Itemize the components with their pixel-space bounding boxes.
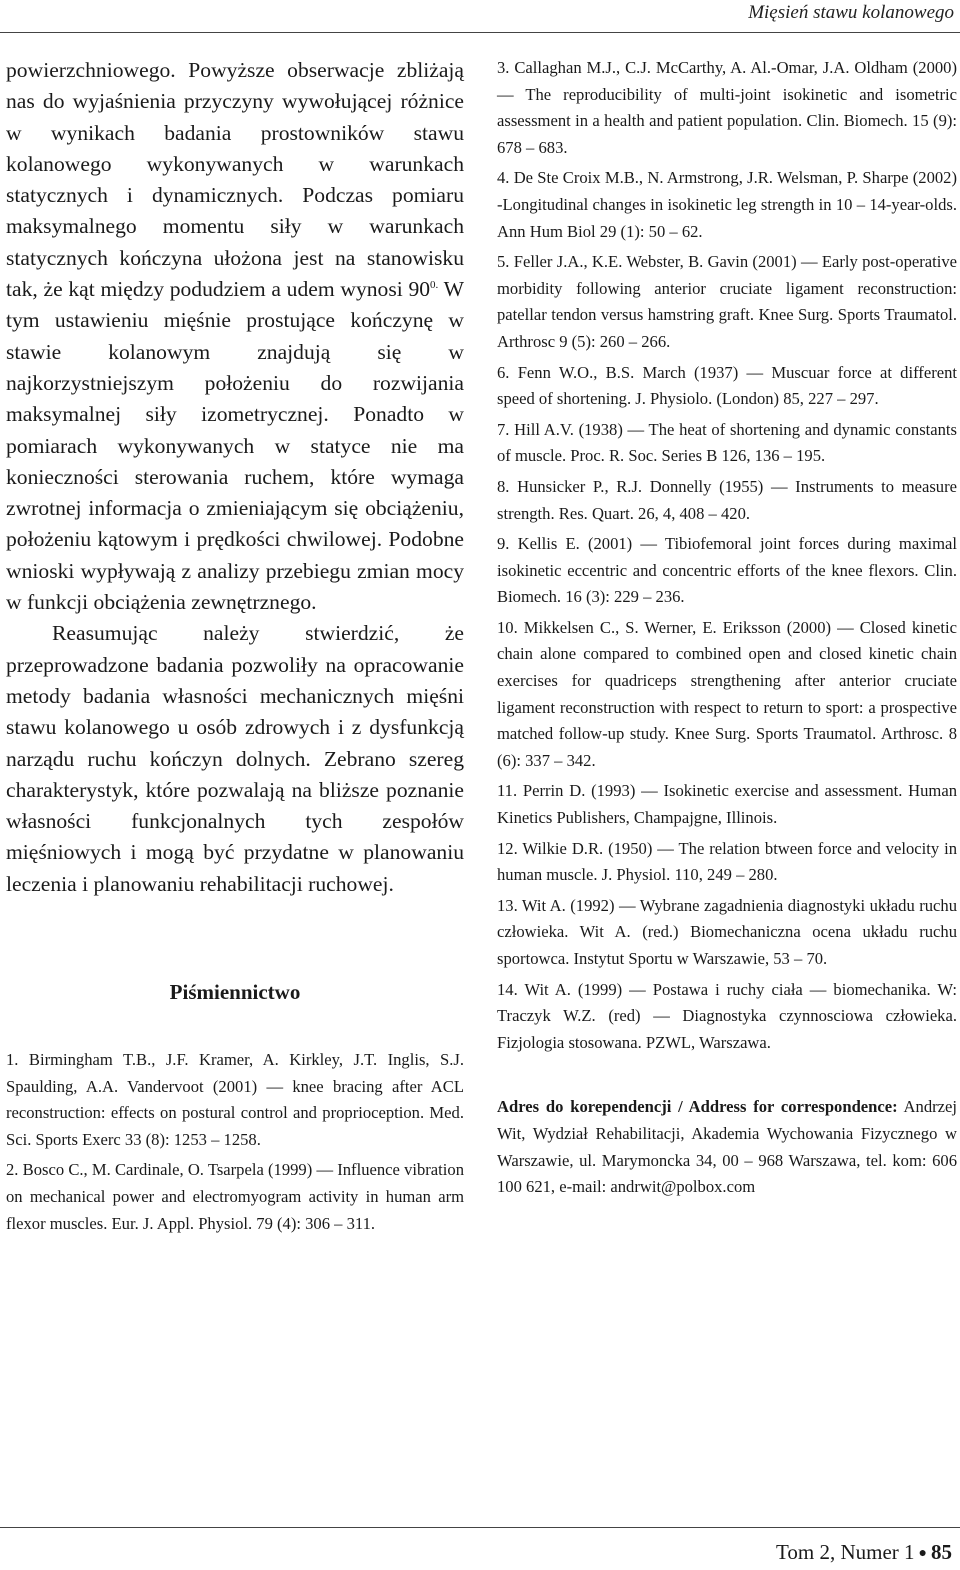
reference-item: 12. Wilkie D.R. (1950) — The relation btween force and velocity in human muscle. J. Physiol. 110, 249 – 280. (497, 838, 957, 885)
body-paragraph-1-rest: W tym ustawieniu mięśnie prostujące kończynę w stawie kolanowym znajdują się w najkorzystniejszym położeniu do rozwijania maksymalnej siły izometrycznej. Ponadto w pomiarach wykonywanych w statyce nie ma konieczności sterowania ruchem, które wymaga zwrotnej informacja o zmieniającym się obciążeniu, położeniu kątowym i prędkości chwilowej. Podobne wnioski wypływają z analizy przebiegu zmian mocy w funkcji obciążenia zewnętrznego. (6, 277, 464, 615)
reference-item: 2. Bosco C., M. Cardinale, O. Tsarpela (1999) — Influence vibration on mechanical power and electromyogram activity in human arm flexor muscles. Eur. J. Appl. Physiol. 79 (4): 306 – 311. (6, 1160, 464, 1233)
references-list-left (6, 1047, 464, 1237)
reference-item: 1. Birmingham T.B., J.F. Kramer, A. Kirkley, J.T. Inglis, S.J. Spaulding, A.A. Vandervoot (2001) — knee bracing after ACL reconstruction: effects on postural control and proprioception. Med. Sci. Sports Exerc 33 (8): 1253 – 1258. (6, 1050, 464, 1149)
right-column (497, 55, 957, 1217)
reference-item: 14. Wit A. (1999) — Postawa i ruchy ciała — biomechanika. W: Traczyk W.Z. (red) — Diagnostyka czynnosciowa człowieka. Fizjologia stosowana. PZWL, Warszawa. (497, 979, 957, 1052)
correspondence-label: Adres do korependencji / Address for correspondence: (497, 1097, 898, 1117)
running-head: Mięsień stawu kolanowego (748, 2, 954, 23)
degree-superscript: 0. (430, 278, 439, 291)
correspondence-text: Andrzej Wit, Wydział Rehabilitacji, Akademia Wychowania Fizycznego w Warszawie, ul. Marymoncka 34, 00 – 968 Warszawa, tel. kom: 606 100 621, e-mail: andrwit@polbox.com (497, 1097, 958, 1197)
references-list-right (497, 55, 957, 1056)
reference-item: 6. Fenn W.O., B.S. March (1937) — Muscuar force at different speed of shortening. J. Physiolo. (London) 85, 227 – 297. (497, 362, 957, 409)
reference-item: 5. Feller J.A., K.E. Webster, B. Gavin (2001) — Early post-operative morbidity following anterior cruciate ligament reconstruction: patellar tendon versus hamstring graft. Knee Surg. Sports Traumatol. Arthrosc 9 (5): 260 – 266. (497, 252, 957, 351)
top-rule (0, 32, 960, 33)
reference-item: 3. Callaghan M.J., C.J. McCarthy, A. Al.-Omar, J.A. Oldham (2000) — The reproducibility of multi-joint isokinetic and isometric assessment in a health and patient population. Clin. Biomech. 15 (9): 678 – 683. (497, 58, 957, 157)
references-heading: Piśmiennictwo (169, 980, 301, 1005)
bottom-rule (0, 1527, 960, 1528)
issue-label: Tom 2, Numer 1 (776, 1540, 915, 1564)
reference-item: 10. Mikkelsen C., S. Werner, E. Eriksson (2000) — Closed kinetic chain alone compared to combined open and closed kinetic chain exercises for quadriceps strengthening after anterior cruciate ligament reconstruction with respect to return to sport: a prospective matched follow-up study. Knee Surg. Sports Traumatol. Arthrosc. 8 (6): 337 – 342. (497, 617, 957, 770)
reference-item: 4. De Ste Croix M.B., N. Armstrong, J.R. Welsman, P. Sharpe (2002) -Longitudinal changes in isokinetic leg strength in 10 – 14-year-olds. Ann Hum Biol 29 (1): 50 – 62. (497, 168, 957, 241)
body-paragraph-1 (6, 55, 464, 618)
left-column (6, 55, 464, 1241)
reference-item: 11. Perrin D. (1993) — Isokinetic exercise and assessment. Human Kinetics Publishers, Champajgne, Illinois. (497, 781, 957, 828)
page-number: 85 (931, 1540, 952, 1564)
correspondence-address (497, 1094, 957, 1200)
body-paragraph-2: Reasumując należy stwierdzić, że przeprowadzone badania pozwoliły na opracowanie metody badania własności mechanicznych mięśni stawu kolanowego u osób zdrowych i z dysfunkcją narządu ruchu kończyn dolnych. Zebrano szereg charakterystyk, które pozwalają na bliższe poznanie własności funkcjonalnych tych zespołów mięśniowych i mogą być przydatne w planowaniu leczenia i planowaniu rehabilitacji ruchowej. (6, 621, 464, 896)
reference-item: 8. Hunsicker P., R.J. Donnelly (1955) — Instruments to measure strength. Res. Quart. 26, 4, 408 – 420. (497, 476, 957, 523)
reference-item: 13. Wit A. (1992) — Wybrane zagadnienia diagnostyki układu ruchu człowieka. Wit A. (red.) Biomechaniczna ocena układu ruchu sportowca. Instytut Sportu w Warszawie, 53 – 70. (497, 895, 957, 968)
reference-item: 7. Hill A.V. (1938) — The heat of shortening and dynamic constants of muscle. Proc. R. Soc. Series B 126, 136 – 195. (497, 419, 957, 466)
reference-item: 9. Kellis E. (2001) — Tibiofemoral joint forces during maximal isokinetic eccentric and concentric efforts of the knee flexors. Clin. Biomech. 16 (3): 229 – 236. (497, 534, 957, 607)
body-paragraph-1-text: powierzchniowego. Powyższe obserwacje zbliżają nas do wyjaśnienia przyczyny wywołującej różnice w wynikach badania prostowników stawu kolanowego wykonywanych w warunkach statycznych i dynamicznych. Podczas pomiaru maksymalnego momentu siły w warunkach statycznych kończyna ułożona jest na stanowisku tak, że kąt między podudziem a udem wynosi 90 (6, 58, 464, 302)
folio (776, 1540, 952, 1565)
bullet-icon: ● (918, 1546, 927, 1562)
